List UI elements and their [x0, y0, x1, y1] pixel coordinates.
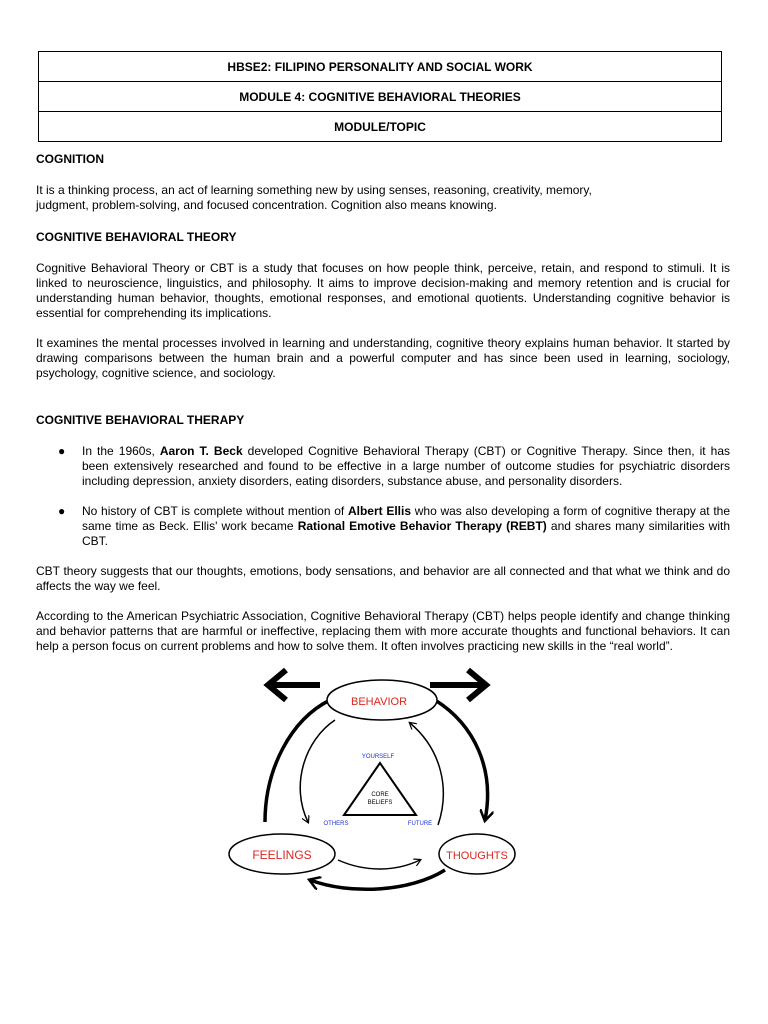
therapy-bullets	[36, 444, 730, 549]
inner-arc-left	[300, 720, 335, 822]
others-label: OTHERS	[323, 821, 349, 827]
arc-thoughts-to-feelings	[310, 870, 445, 889]
thoughts-label: THOUGHTS	[446, 850, 508, 862]
behavior-label: BEHAVIOR	[350, 696, 408, 708]
core-label: CORE	[371, 792, 389, 798]
beck-name: Aaron T. Beck	[159, 444, 243, 458]
list-item: ● In the 1960s, Aaron T. Beck developed Cognitive Behavioral Therapy (CBT) or Cognitive Therapy. Since then, it has been extensively researched and found to be effective in a large number of outcome studies for psychiatric disorders including depression, anxiety disorders, eating disorders, substance abuse, and personality disorders.	[58, 444, 731, 488]
right-arrow-icon	[430, 670, 486, 700]
arc-behavior-to-feelings	[265, 700, 330, 822]
ellis-name: Albert Ellis	[347, 504, 412, 518]
header-table	[38, 51, 722, 142]
left-arrow-icon	[268, 670, 320, 700]
inner-arc-bottom	[338, 860, 420, 869]
topic-label: MODULE/TOPIC	[334, 119, 426, 134]
therapy-paragraph-1: CBT theory suggests that our thoughts, emotions, body sensations, and behavior are all connected and that what we think and do affects the way we feel.	[36, 564, 730, 593]
course-title: HBSE2: FILIPINO PERSONALITY AND SOCIAL WORK	[39, 52, 721, 82]
theory-paragraph-1: Cognitive Behavioral Theory or CBT is a study that focuses on how people think, perceive, retain, and respond to stimuli. It is linked to neuroscience, linguistics, and philosophy. It aims to improve decision-making and memory retention and is crucial for understanding human behavior, thoughts, emotional responses, and emotional quotients. Understanding cognitive behavior is essential for comprehending its implications.	[36, 261, 730, 320]
list-item: ● No history of CBT is complete without mention of Albert Ellis who was also developing a form of cognitive therapy at the same time as Beck. Ellis' work became Rational Emotive Behavior Therapy (REBT) and shares many similarities with CBT.	[58, 504, 731, 548]
cbt-triangle-diagram	[220, 660, 520, 900]
future-label: FUTURE	[407, 821, 433, 827]
bullet-dot: ●	[58, 504, 66, 518]
theory-paragraph-2: It examines the mental processes involved in learning and understanding, cognitive theory explains human behavior. It started by drawing comparisons between the human brain and a powerful computer and has since been used in learning, sociology, psychology, cognitive science, and sociology.	[36, 336, 730, 380]
cognition-line-2: judgment, problem-solving, and focused concentration. Cognition also means knowing.	[36, 198, 497, 212]
bullet-dot: ●	[58, 444, 66, 458]
rebt-name: Rational Emotive Behavior Therapy (REBT)	[297, 519, 547, 533]
heading-cbt-therapy: COGNITIVE BEHAVIORAL THERAPY	[36, 413, 245, 427]
module-title: MODULE 4: COGNITIVE BEHAVIORAL THEORIES	[39, 82, 721, 112]
inner-arc-right	[407, 723, 443, 827]
cognition-line-1: It is a thinking process, an act of learning something new by using senses, reasoning, creativity, memory,	[36, 183, 592, 197]
feelings-label: FEELINGS	[252, 848, 312, 862]
yourself-label: YOURSELF	[361, 754, 395, 760]
heading-cognition: COGNITION	[36, 152, 104, 166]
heading-cbt-theory: COGNITIVE BEHAVIORAL THEORY	[36, 230, 237, 244]
document-body	[36, 152, 730, 654]
therapy-paragraph-2: According to the American Psychiatric Association, Cognitive Behavioral Therapy (CBT) helps people identify and change thinking and behavior patterns that are harmful or ineffective, replacing them with more accurate thoughts and functional behaviors. It can help a person focus on current problems and how to solve them. It often involves practicing new skills in the “real world”.	[36, 609, 730, 653]
core-beliefs-triangle	[344, 763, 416, 815]
cognition-paragraph	[36, 183, 730, 213]
beliefs-label: BELIEFS	[367, 800, 393, 806]
